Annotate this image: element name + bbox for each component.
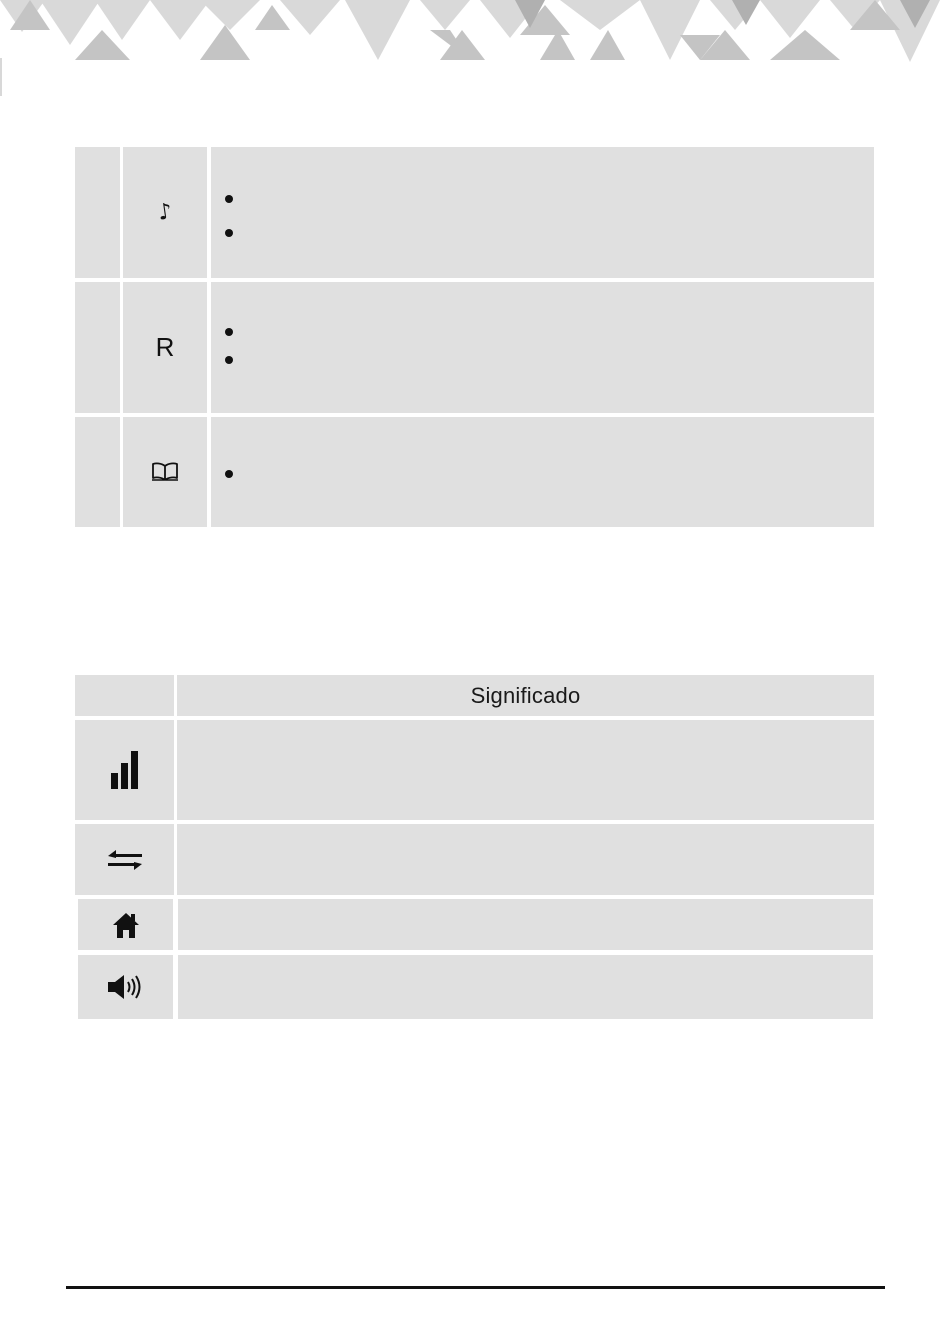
table-row-description-cell (211, 282, 874, 413)
music-note-icon: ♪ (156, 199, 174, 226)
bullet-point (225, 470, 233, 478)
table-row-icon-cell (123, 147, 207, 278)
table-row-description-cell (211, 147, 874, 278)
footer-rule (66, 1286, 885, 1289)
bullet-point (225, 328, 233, 336)
table-row-icon-cell (78, 899, 173, 950)
speaker-volume-icon (108, 974, 144, 1000)
table-row-index-cell (75, 147, 120, 278)
table-row-icon-cell (75, 720, 174, 820)
table-row-icon-cell (75, 824, 174, 895)
bullet-point (225, 195, 233, 203)
signal-strength-icon (111, 751, 139, 789)
table-row-icon-cell (123, 282, 207, 413)
table-row-index-cell (75, 282, 120, 413)
open-book-icon (151, 462, 179, 482)
repeat-r-icon: R (155, 332, 175, 362)
table-row-index-cell (75, 417, 120, 527)
table-row-description-cell (178, 955, 873, 1019)
table-row-description-cell (177, 824, 874, 895)
data-transfer-arrows-icon (108, 848, 142, 872)
table-row-description-cell (211, 417, 874, 527)
table-header-icon-cell (75, 675, 174, 716)
bullet-point (225, 356, 233, 364)
home-icon (112, 911, 140, 939)
bullet-point (225, 229, 233, 237)
table-header-meaning: Significado (177, 675, 874, 716)
page-edge-mark (0, 58, 2, 96)
table-row-icon-cell (78, 955, 173, 1019)
table-row-icon-cell (123, 417, 207, 527)
decorative-triangle-banner (0, 0, 950, 70)
table-row-description-cell (178, 899, 873, 950)
table-row-description-cell (177, 720, 874, 820)
